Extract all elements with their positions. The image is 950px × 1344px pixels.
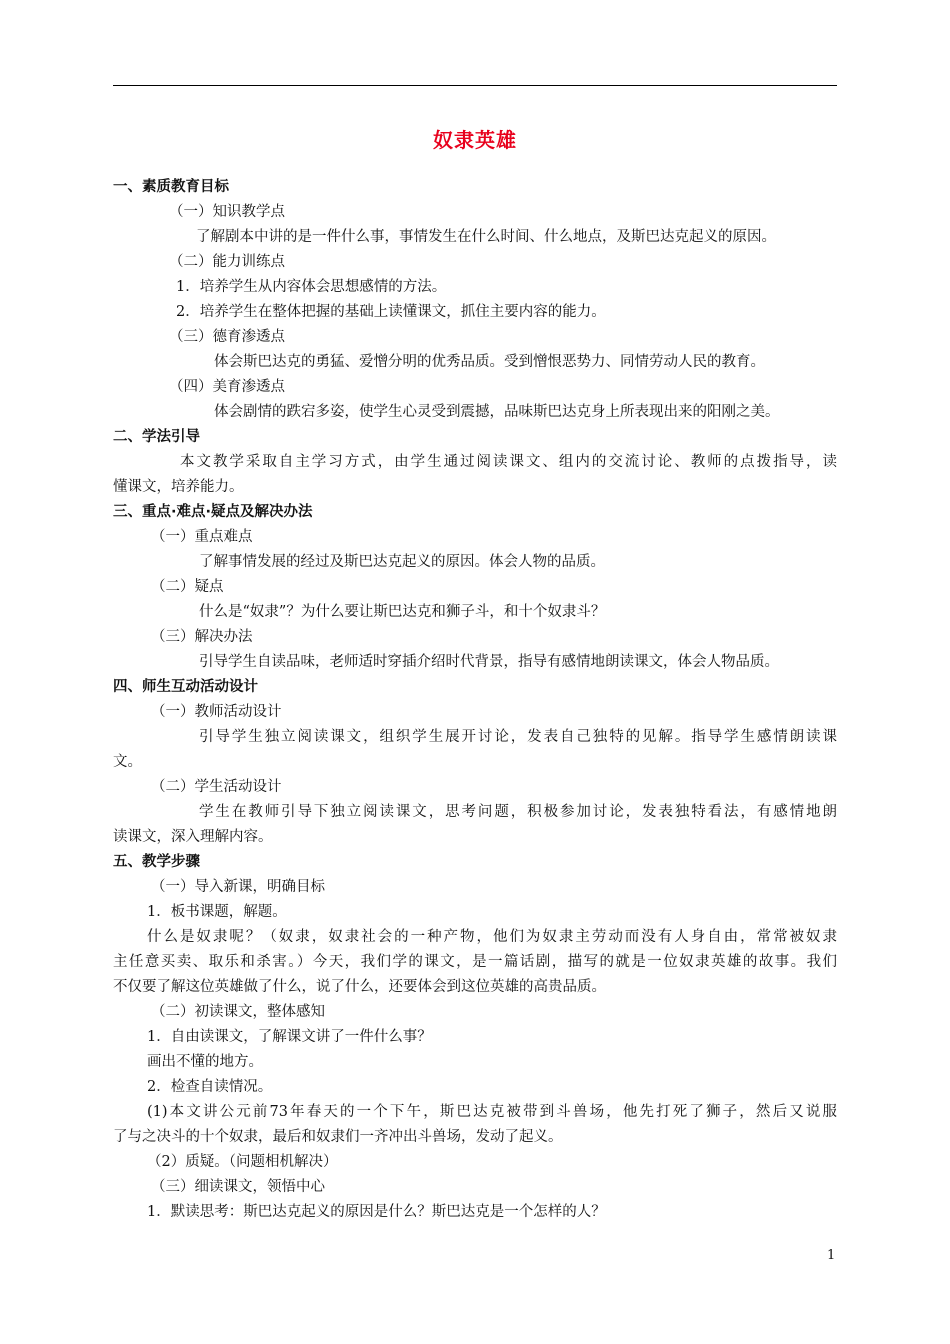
list-item: 1．自由读课文，了解课文讲了一件什么事？	[147, 1029, 432, 1045]
paragraph-line: 画出不懂的地方。	[147, 1054, 263, 1070]
subheading: （一）教师活动设计	[151, 704, 282, 720]
paragraph-line: 引导学生独立阅读课文，组织学生展开讨论，发表自己独特的见解。指导学生感情朗读课	[199, 729, 837, 745]
paragraph-line: 什么是“奴隶”？为什么要让斯巴达克和狮子斗，和十个奴隶斗？	[199, 604, 606, 620]
subheading: （一）导入新课，明确目标	[151, 879, 325, 895]
paragraph-line: 了解事情发展的经过及斯巴达克起义的原因。体会人物的品质。	[199, 554, 605, 570]
paragraph-line: 读课文，深入理解内容。	[113, 829, 273, 845]
paragraph-line: 引导学生自读品味，老师适时穿插介绍时代背景，指导有感情地朗读课文，体会人物品质。	[199, 654, 779, 670]
list-item: 1．板书课题，解题。	[147, 904, 287, 920]
subheading: （三）细读课文，领悟中心	[151, 1179, 325, 1195]
paragraph-line: 什么是奴隶呢？（奴隶，奴隶社会的一种产物，他们为奴隶主劳动而没有人身自由，常常被奴隶	[147, 929, 837, 945]
list-item: 1．默读思考：斯巴达克起义的原因是什么？斯巴达克是一个怎样的人？	[147, 1204, 606, 1220]
subheading: （四）美育渗透点	[169, 379, 285, 395]
document-title: 奴隶英雄	[433, 128, 517, 152]
list-item: 2．培养学生在整体把握的基础上读懂课文，抓住主要内容的能力。	[176, 304, 606, 320]
paragraph-line: 了解剧本中讲的是一件什么事，事情发生在什么时间、什么地点，及斯巴达克起义的原因。	[196, 229, 776, 245]
section-heading: 五、教学步骤	[113, 854, 200, 870]
paragraph-line: 主任意买卖、取乐和杀害。）今天，我们学的课文，是一篇话剧，描写的就是一位奴隶英雄的故事。我们	[113, 954, 837, 970]
subheading: （三）德育渗透点	[169, 329, 285, 345]
list-item: （2）质疑。（问题相机解决）	[147, 1154, 338, 1170]
paragraph-line: (1)本文讲公元前73年春天的一个下午，斯巴达克被带到斗兽场，他先打死了狮子，然后又说服	[147, 1104, 837, 1120]
section-heading: 三、重点·难点·疑点及解决办法	[113, 504, 313, 520]
section-heading: 一、素质教育目标	[113, 179, 229, 195]
header-rule	[113, 85, 837, 86]
subheading: （二）疑点	[151, 579, 224, 595]
list-item: 1．培养学生从内容体会思想感情的方法。	[176, 279, 447, 295]
subheading: （二）能力训练点	[169, 254, 285, 270]
section-heading: 四、师生互动活动设计	[113, 679, 258, 695]
paragraph-line: 体会剧情的跌宕多姿，使学生心灵受到震撼，品味斯巴达克身上所表现出来的阳刚之美。	[214, 404, 780, 420]
subheading: （二）初读课文，整体感知	[151, 1004, 325, 1020]
paragraph-line: 了与之决斗的十个奴隶，最后和奴隶们一齐冲出斗兽场，发动了起义。	[113, 1129, 563, 1145]
paragraph-line: 学生在教师引导下独立阅读课文，思考问题，积极参加讨论，发表独特看法，有感情地朗	[199, 804, 837, 820]
paragraph-line: 本文教学采取自主学习方式，由学生通过阅读课文、组内的交流讨论、教师的点拨指导，读	[180, 454, 837, 470]
paragraph-line: 不仅要了解这位英雄做了什么，说了什么，还要体会到这位英雄的高贵品质。	[113, 979, 606, 995]
subheading: （二）学生活动设计	[151, 779, 282, 795]
paragraph-line: 文。	[113, 754, 142, 770]
list-item: 2．检查自读情况。	[147, 1079, 273, 1095]
subheading: （一）重点难点	[151, 529, 253, 545]
paragraph-line: 体会斯巴达克的勇猛、爱憎分明的优秀品质。受到憎恨恶势力、同情劳动人民的教育。	[214, 354, 765, 370]
subheading: （三）解决办法	[151, 629, 253, 645]
page-number: 1	[827, 1248, 836, 1263]
section-heading: 二、学法引导	[113, 429, 200, 445]
paragraph-line: 懂课文，培养能力。	[113, 479, 244, 495]
subheading: （一）知识教学点	[169, 204, 285, 220]
